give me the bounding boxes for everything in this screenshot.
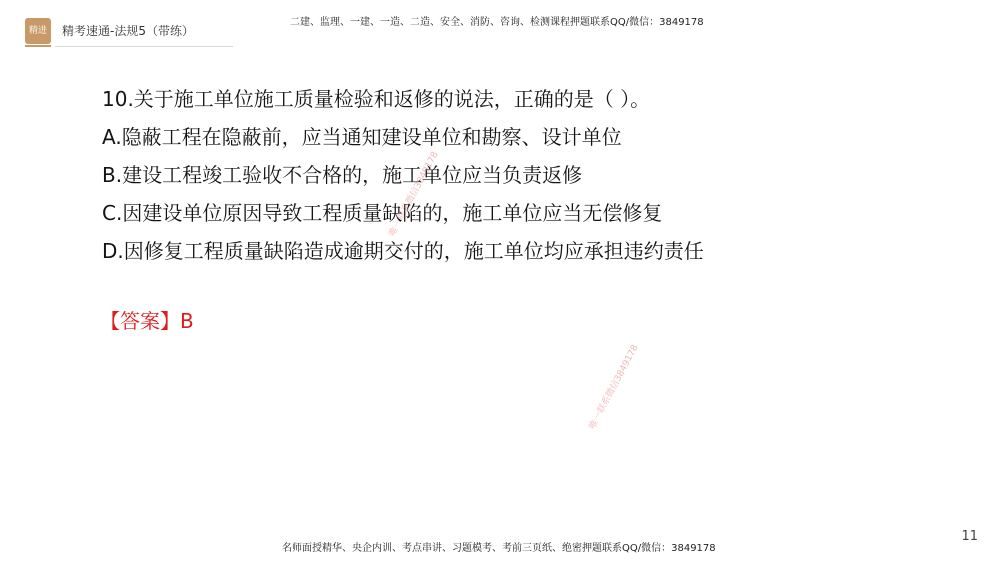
logo-underline	[25, 45, 51, 47]
watermark: 唯一联系微信3849178	[587, 343, 641, 432]
option-c: C.因建设单位原因导致工程质量缺陷的，施工单位应当无偿修复	[102, 201, 663, 225]
brand-logo: 精进	[25, 18, 51, 44]
page-number: 11	[961, 529, 978, 544]
watermark: 唯一联系微信3849178	[387, 150, 441, 239]
answer-text: 【答案】B	[100, 309, 194, 333]
top-contact-banner: 二建、监理、一建、一造、二造、安全、消防、咨询、检测课程押题联系QQ/微信：3849178	[290, 17, 704, 28]
option-a: A.隐蔽工程在隐蔽前，应当通知建设单位和勘察、设计单位	[102, 125, 622, 149]
header-divider	[55, 46, 233, 47]
option-d: D.因修复工程质量缺陷造成逾期交付的，施工单位均应承担违约责任	[102, 239, 704, 263]
course-title: 精考速通-法规5（带练）	[62, 24, 194, 38]
option-b: B.建设工程竣工验收不合格的，施工单位应当负责返修	[102, 163, 583, 187]
question-block	[102, 80, 704, 270]
bottom-contact-banner: 名师面授精华、央企内训、考点串讲、习题模考、考前三页纸、绝密押题联系QQ/微信：3849178	[282, 543, 716, 554]
question-stem: 10.关于施工单位施工质量检验和返修的说法，正确的是（ ）。	[102, 87, 651, 111]
